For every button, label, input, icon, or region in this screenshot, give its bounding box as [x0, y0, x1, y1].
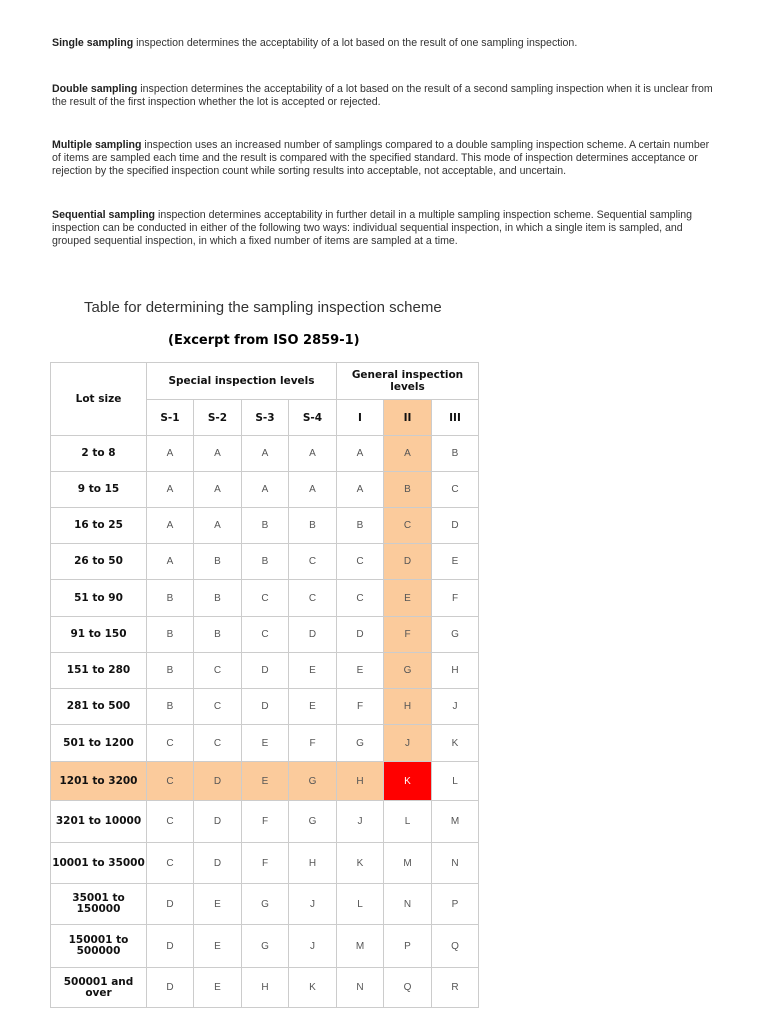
code-letter-cell: E [289, 653, 337, 689]
code-letter-cell: C [147, 843, 194, 884]
code-letter-cell: A [337, 436, 384, 472]
code-letter-cell: N [337, 968, 384, 1008]
code-letter-cell: E [242, 725, 289, 762]
code-letter-cell: D [289, 617, 337, 653]
code-letter-cell: G [242, 884, 289, 925]
code-letter-cell: E [337, 653, 384, 689]
code-letter-cell: J [432, 689, 479, 725]
table-row [51, 725, 479, 762]
code-letter-cell: G [337, 725, 384, 762]
code-letter-cell: F [384, 617, 432, 653]
code-letter-cell: G [384, 653, 432, 689]
lot-size-header: Lot size [51, 363, 147, 436]
code-letter-cell: C [289, 544, 337, 580]
table-row [51, 689, 479, 725]
code-letter-cell: E [194, 884, 242, 925]
code-letter-cell: M [337, 925, 384, 968]
lot-size-cell: 26 to 50 [51, 544, 147, 580]
lot-size-cell: 35001 to 150000 [51, 884, 147, 925]
code-letter-cell: Q [432, 925, 479, 968]
code-letter-cell: B [194, 544, 242, 580]
code-letter-cell: D [147, 968, 194, 1008]
column-header-s2: S-2 [194, 400, 242, 436]
code-letter-cell: M [384, 843, 432, 884]
code-letter-cell: R [432, 968, 479, 1008]
code-letter-cell: D [384, 544, 432, 580]
code-letter-cell: B [147, 653, 194, 689]
table-row [51, 884, 479, 925]
code-letter-cell: C [242, 580, 289, 617]
special-levels-header: Special inspection levels [147, 363, 337, 400]
table-row [51, 508, 479, 544]
code-letter-cell: N [432, 843, 479, 884]
code-letter-cell: B [147, 689, 194, 725]
code-letter-cell: C [337, 580, 384, 617]
code-letter-cell: K [384, 762, 432, 801]
code-letter-cell: D [432, 508, 479, 544]
term-double-sampling: Double sampling [52, 83, 138, 95]
code-letter-cell: A [147, 544, 194, 580]
lot-size-cell: 150001 to 500000 [51, 925, 147, 968]
code-letter-cell: E [384, 580, 432, 617]
code-letter-cell: K [432, 725, 479, 762]
code-letter-cell: F [289, 725, 337, 762]
table-row [51, 762, 479, 801]
code-letter-cell: G [289, 801, 337, 843]
code-letter-cell: F [242, 843, 289, 884]
code-letter-cell: F [337, 689, 384, 725]
table-subtitle: (Excerpt from ISO 2859-1) [168, 333, 360, 348]
code-letter-cell: G [289, 762, 337, 801]
code-letter-cell: H [337, 762, 384, 801]
code-letter-cell: L [384, 801, 432, 843]
code-letter-cell: B [194, 580, 242, 617]
code-letter-cell: L [337, 884, 384, 925]
text-single-sampling: inspection determines the acceptability of a lot based on the result of one sampling inspection. [133, 37, 578, 49]
code-letter-cell: C [432, 472, 479, 508]
lot-size-cell: 3201 to 10000 [51, 801, 147, 843]
code-letter-cell: K [337, 843, 384, 884]
column-header-i: I [337, 400, 384, 436]
code-letter-cell: C [194, 689, 242, 725]
table-row [51, 580, 479, 617]
column-header-s1: S-1 [147, 400, 194, 436]
paragraph-sequential-sampling [52, 209, 716, 248]
code-letter-cell: P [384, 925, 432, 968]
code-letter-cell: A [289, 436, 337, 472]
code-letter-cell: A [194, 436, 242, 472]
code-letter-cell: B [384, 472, 432, 508]
table-title: Table for determining the sampling inspection scheme [84, 299, 442, 316]
code-letter-cell: B [432, 436, 479, 472]
lot-size-cell: 501 to 1200 [51, 725, 147, 762]
code-letter-cell: G [432, 617, 479, 653]
general-levels-header: General inspection levels [337, 363, 479, 400]
code-letter-cell: F [432, 580, 479, 617]
lot-size-cell: 1201 to 3200 [51, 762, 147, 801]
code-letter-cell: D [242, 653, 289, 689]
table-row [51, 925, 479, 968]
code-letter-cell: E [242, 762, 289, 801]
code-letter-cell: F [242, 801, 289, 843]
code-letter-cell: M [432, 801, 479, 843]
code-letter-cell: C [242, 617, 289, 653]
table-row [51, 968, 479, 1008]
code-letter-cell: N [384, 884, 432, 925]
text-multiple-sampling: inspection uses an increased number of samplings compared to a double sampling inspection scheme. A certain number of items are sampled each time and the result is compared with the specified standard. This mode of inspection determines acceptance or rejection by the specified inspection count while sorting results into acceptable, not acceptable, and uncertain. [52, 139, 710, 177]
code-letter-cell: D [147, 925, 194, 968]
column-header-s4: S-4 [289, 400, 337, 436]
paragraph-multiple-sampling [52, 139, 716, 178]
column-header-iii: III [432, 400, 479, 436]
code-letter-cell: B [194, 617, 242, 653]
code-letter-cell: B [337, 508, 384, 544]
code-letter-cell: C [147, 801, 194, 843]
lot-size-cell: 151 to 280 [51, 653, 147, 689]
table-row [51, 617, 479, 653]
code-letter-cell: H [432, 653, 479, 689]
code-letter-cell: J [289, 925, 337, 968]
table-row [51, 653, 479, 689]
lot-size-cell: 9 to 15 [51, 472, 147, 508]
table-row [51, 544, 479, 580]
lot-size-cell: 2 to 8 [51, 436, 147, 472]
column-header-s3: S-3 [242, 400, 289, 436]
text-sequential-sampling: inspection determines acceptability in further detail in a multiple sampling inspection scheme. Sequential sampling inspection can be conducted in either of the following two ways: individual sequential inspection, in which a single item is sampled, and grouped sequential inspection, in which a fixed number of items are sampled at a time. [52, 209, 693, 247]
code-letter-cell: A [384, 436, 432, 472]
code-letter-cell: C [147, 725, 194, 762]
code-letter-cell: A [242, 436, 289, 472]
code-letter-cell: B [242, 544, 289, 580]
code-letter-cell: B [289, 508, 337, 544]
code-letter-cell: D [194, 762, 242, 801]
code-letter-cell: B [242, 508, 289, 544]
code-letter-cell: C [337, 544, 384, 580]
lot-size-cell: 16 to 25 [51, 508, 147, 544]
table-row [51, 843, 479, 884]
code-letter-cell: E [194, 925, 242, 968]
code-letter-cell: H [384, 689, 432, 725]
code-letter-cell: B [147, 617, 194, 653]
code-letter-cell: A [337, 472, 384, 508]
text-double-sampling: inspection determines the acceptability of a lot based on the result of a second sampling inspection when it is unclear from the result of the first inspection whether the lot is accepted or rejected. [52, 83, 713, 108]
code-letter-cell: K [289, 968, 337, 1008]
code-letter-cell: A [147, 472, 194, 508]
lot-size-cell: 10001 to 35000 [51, 843, 147, 884]
code-letter-cell: J [337, 801, 384, 843]
code-letter-cell: A [194, 508, 242, 544]
code-letter-cell: B [147, 580, 194, 617]
column-header-ii: II [384, 400, 432, 436]
code-letter-cell: C [289, 580, 337, 617]
sampling-scheme-table [50, 362, 479, 1008]
code-letter-cell: L [432, 762, 479, 801]
code-letter-cell: A [194, 472, 242, 508]
lot-size-cell: 281 to 500 [51, 689, 147, 725]
code-letter-cell: E [432, 544, 479, 580]
term-multiple-sampling: Multiple sampling [52, 139, 142, 151]
code-letter-cell: A [289, 472, 337, 508]
lot-size-cell: 91 to 150 [51, 617, 147, 653]
code-letter-cell: D [242, 689, 289, 725]
code-letter-cell: J [289, 884, 337, 925]
code-letter-cell: C [147, 762, 194, 801]
code-letter-cell: E [289, 689, 337, 725]
code-letter-cell: Q [384, 968, 432, 1008]
code-letter-cell: D [337, 617, 384, 653]
code-letter-cell: G [242, 925, 289, 968]
code-letter-cell: C [384, 508, 432, 544]
lot-size-cell: 51 to 90 [51, 580, 147, 617]
code-letter-cell: D [147, 884, 194, 925]
code-letter-cell: E [194, 968, 242, 1008]
paragraph-single-sampling [52, 37, 716, 50]
code-letter-cell: A [242, 472, 289, 508]
table-row [51, 436, 479, 472]
term-single-sampling: Single sampling [52, 37, 134, 49]
table-row [51, 472, 479, 508]
term-sequential-sampling: Sequential sampling [52, 209, 156, 221]
code-letter-cell: P [432, 884, 479, 925]
table-row [51, 801, 479, 843]
table-body [51, 436, 479, 1008]
code-letter-cell: C [194, 653, 242, 689]
code-letter-cell: D [194, 801, 242, 843]
code-letter-cell: J [384, 725, 432, 762]
paragraph-double-sampling [52, 83, 716, 109]
code-letter-cell: H [289, 843, 337, 884]
code-letter-cell: A [147, 508, 194, 544]
code-letter-cell: A [147, 436, 194, 472]
code-letter-cell: C [194, 725, 242, 762]
code-letter-cell: D [194, 843, 242, 884]
lot-size-cell: 500001 and over [51, 968, 147, 1008]
code-letter-cell: H [242, 968, 289, 1008]
